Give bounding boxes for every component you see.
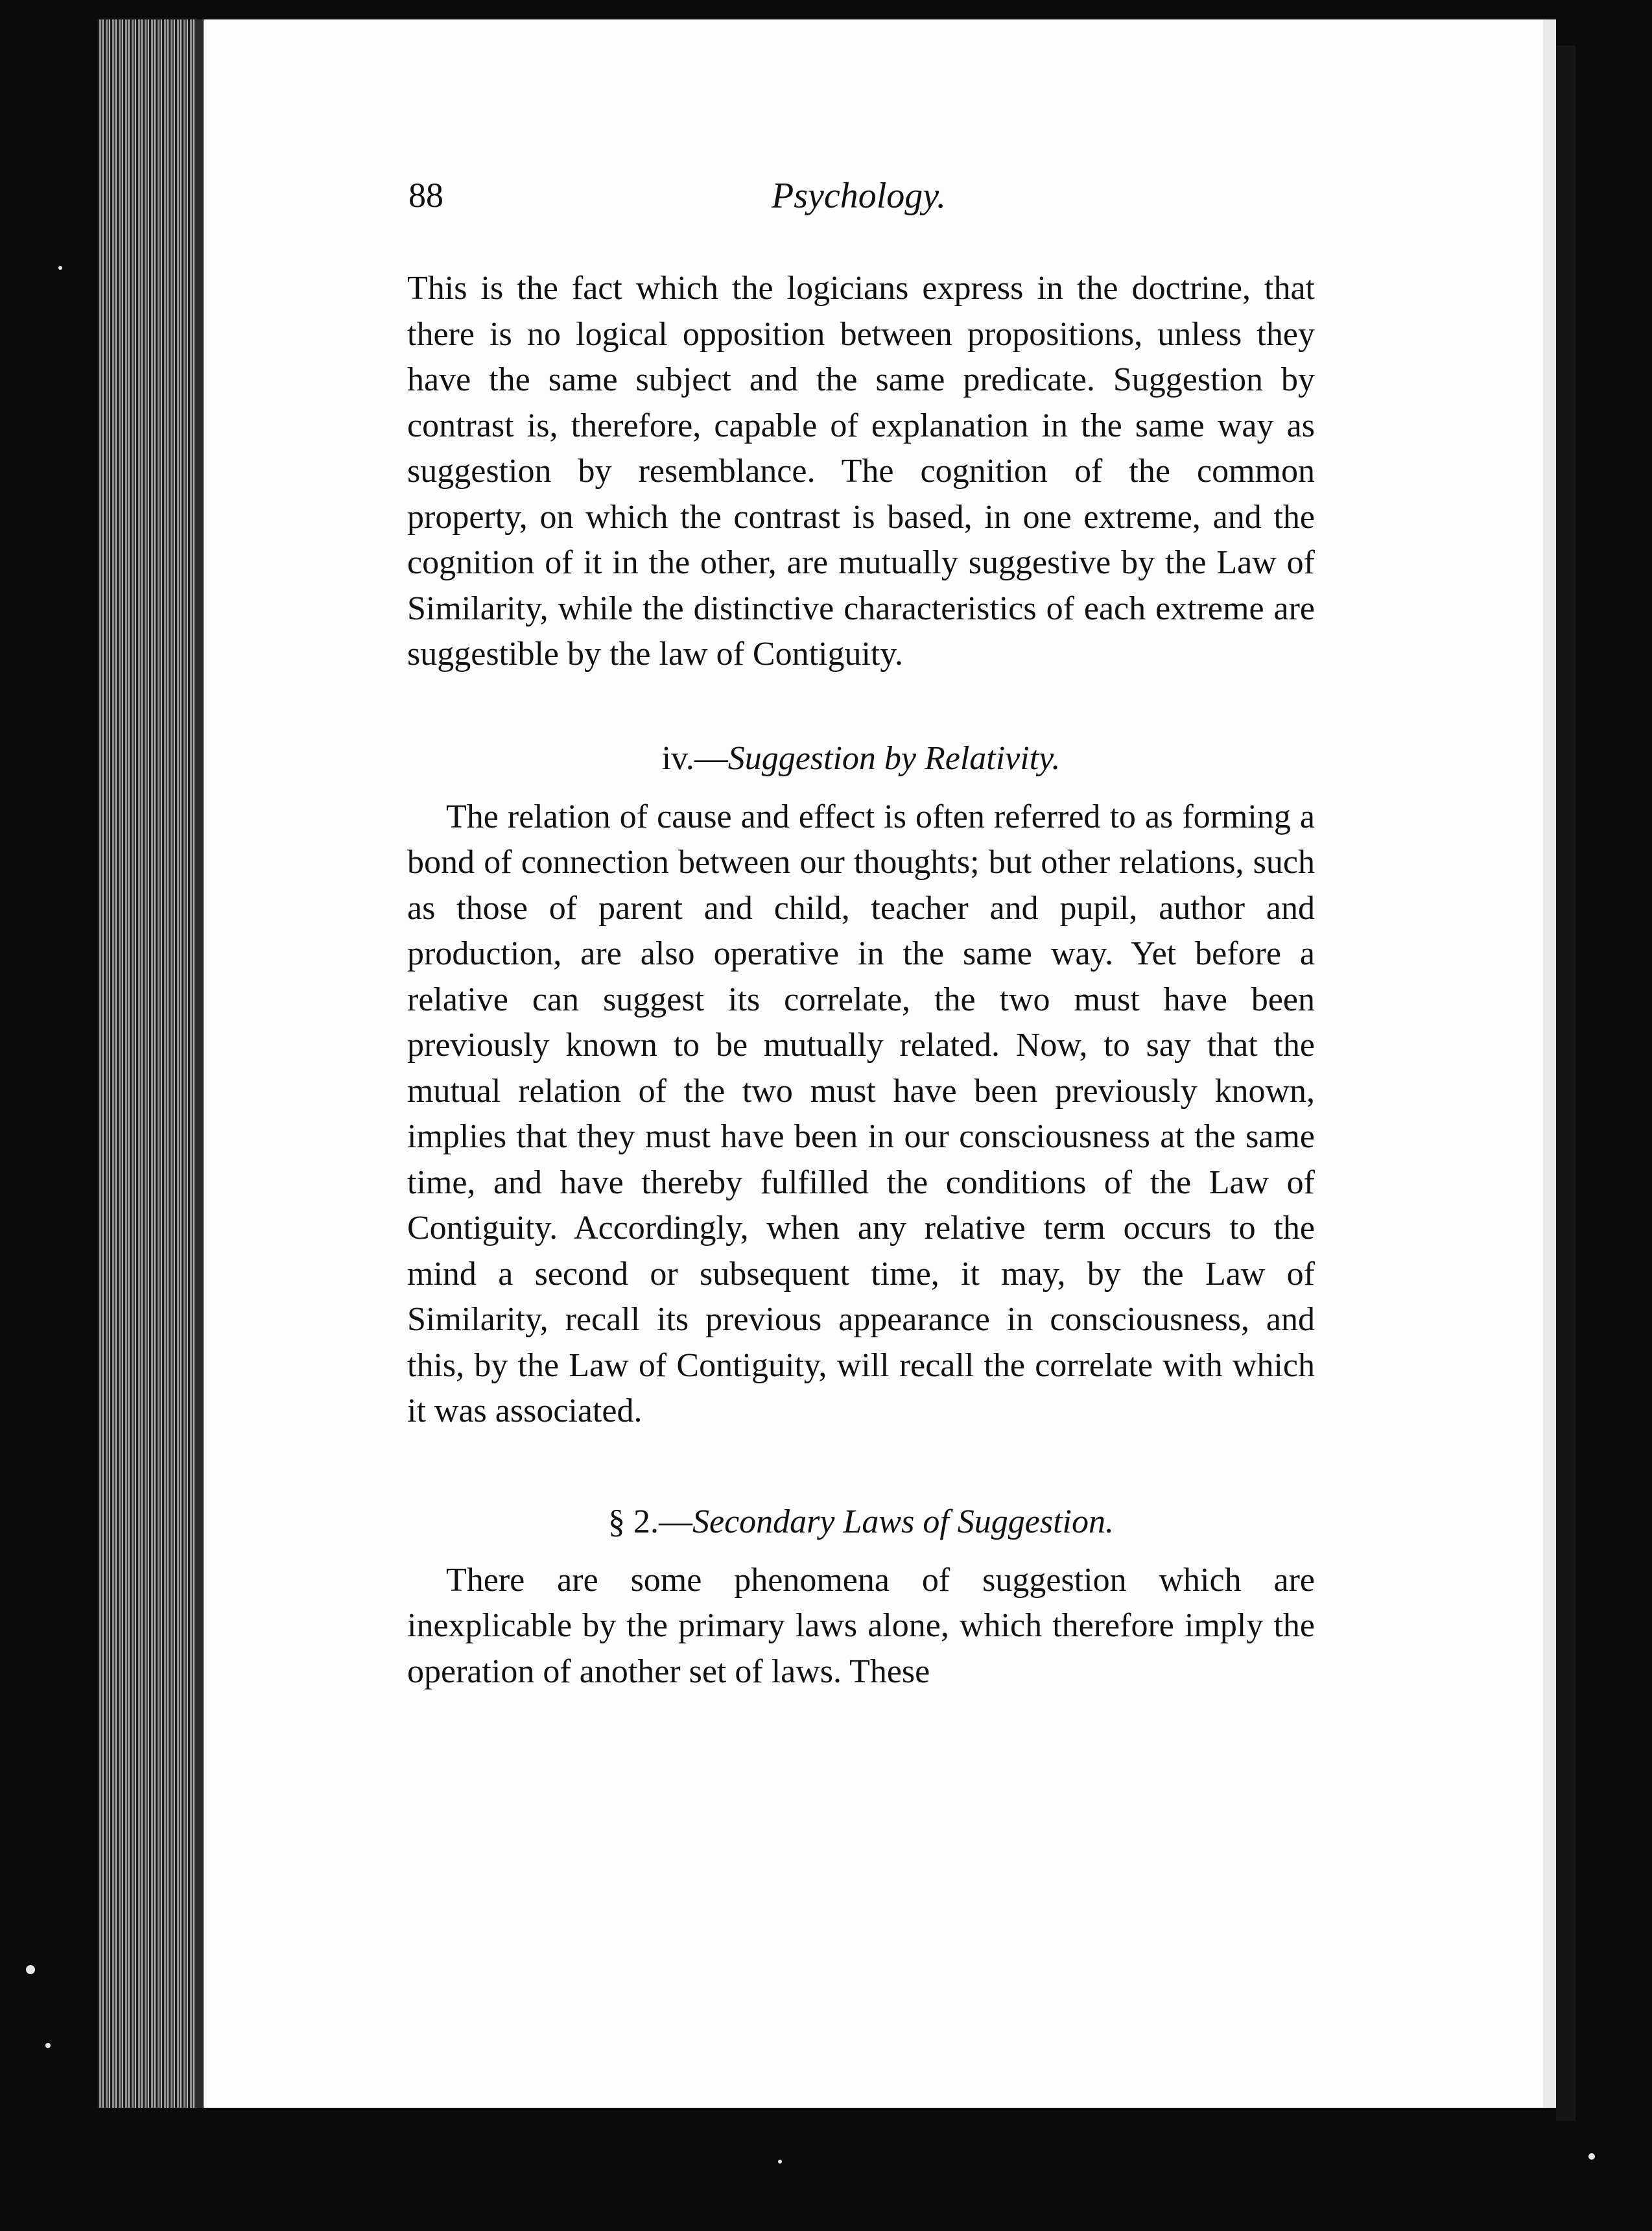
paragraph-secondary-laws: There are some phenomena of suggestion which are inexplicable by the primary laws alone, which therefore imply the operation of another set of laws. These [407, 1561, 1315, 1690]
paragraph-relativity: The relation of cause and effect is often referred to as forming a bond of connection between our thoughts; but other relations, such as those of parent and child, teacher and pupil, author and production, are also operative in the same way. Yet before a relative can suggest its correlate, the two must have been previously known to be mutually related. Now, to say that the mutual relation of the two must have been previously known, implies that they must have been in our consciousness at the same time, and have thereby fulfilled the conditions of the Law of Contiguity. Accordingly, when any relative term occurs to the mind a second or subsequent time, it may, by the Law of Similarity, recall its previous appearance in consciousness, and this, by the Law of Contiguity, will recall the correlate with which it was associated. [407, 798, 1315, 1429]
scan-speck [26, 1965, 35, 1974]
section-heading-title: Secondary Laws of Suggestion. [692, 1503, 1114, 1540]
page-number: 88 [408, 176, 443, 215]
book-page-edges [97, 19, 207, 2108]
scan-speck [778, 2160, 782, 2164]
scan-speck [1588, 2153, 1595, 2160]
page-gutter-strip [1543, 19, 1556, 2108]
running-head: Psychology. [772, 176, 947, 216]
scan-speck [58, 266, 62, 270]
scan-speck [45, 2043, 51, 2048]
section-heading-prefix: § 2.— [608, 1503, 692, 1540]
section-heading-prefix: iv.— [661, 739, 728, 777]
page-header [408, 175, 1316, 227]
section-heading-relativity [407, 736, 1315, 781]
section-heading-secondary-laws [407, 1499, 1315, 1545]
facing-page-edge [1556, 45, 1575, 2121]
page-body [407, 266, 1315, 1695]
section-heading-title: Suggestion by Relativity. [727, 739, 1061, 777]
paragraph-contrast: This is the fact which the logicians express in the doctrine, that there is no logical opposition between propositions, unless they have the same subject and the same predicate. Suggestion by contrast is, therefore, capable of explanation in the same way as suggestion by resemblance. The cognition of the common property, on which the contrast is based, in one extreme, and the cognition of it in the other, are mutually suggestive by the Law of Similarity, while the distinctive characteristics of each extreme are suggestible by the law of Contiguity. [407, 270, 1315, 673]
